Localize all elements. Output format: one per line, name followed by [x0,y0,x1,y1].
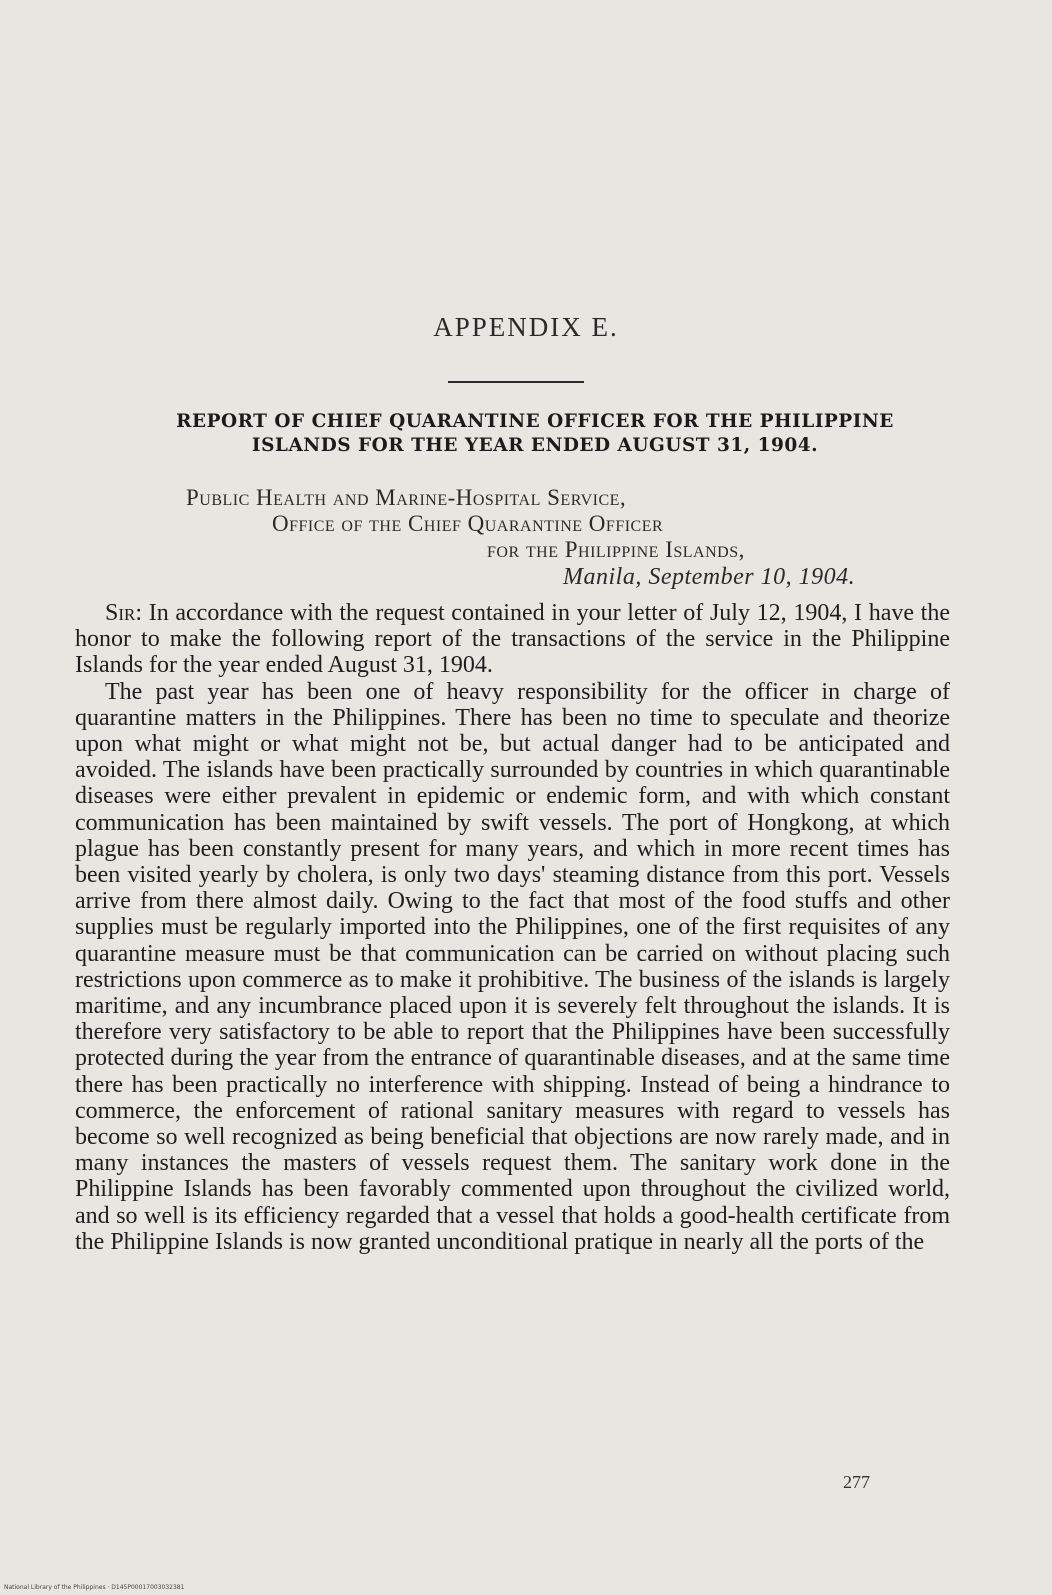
scan-footer: National Library of the Philippines · D145P00017003032381 [4,1584,185,1591]
salutation: Sir: [105,600,143,626]
letter-date: Manila, September 10, 1904. [563,564,856,590]
address-line2: Office of the Chief Quarantine Officer [272,511,664,536]
report-body [75,600,950,1255]
heading-rule [448,381,584,383]
address-line1: Public Health and Marine-Hospital Service, [186,485,627,510]
page-number: 277 [843,1472,870,1492]
report-title-line2: ISLANDS FOR THE YEAR ENDED AUGUST 31, 1904. [251,435,819,456]
paragraph-1 [75,600,950,679]
report-title-line1: REPORT OF CHIEF QUARANTINE OFFICER FOR THE PHILIPPINE [176,411,894,432]
address-line3: for the Philippine Islands, [487,537,745,562]
paragraph-1-text: In accordance with the request contained in your letter of July 12, 1904, I have the honor to make the following report of the transactions of the service in the Philippine Islands for the year ended August 31, 1904. [75,600,951,679]
paragraph-2: The past year has been one of heavy responsibility for the officer in charge of quarantine matters in the Philippines. There has been no time to speculate and theorize upon what might or what might not be, but actual danger had to be anticipated and avoided. The islands have been practically surrounded by countries in which quarantinable diseases were either prevalent in epidemic or endemic form, and with which constant communication has been maintained by swift vessels. The port of Hongkong, at which plague has been constantly present for many years, and which in more recent times has been visited yearly by cholera, is only two days' steaming distance from this port. Vessels arrive from there almost daily. Owing to the fact that most of the food stuffs and other supplies must be regularly imported into the Philippines, one of the first requisites of any quarantine measure must be that communication can be carried on without placing such restrictions upon commerce as to make it prohibitive. The business of the islands is largely maritime, and any incumbrance placed upon it is severely felt throughout the islands. It is therefore very satisfactory to be able to report that the Philippines have been successfully protected during the year from the entrance of quarantinable diseases, and at the same time there has been practically no interference with shipping. Instead of being a hindrance to commerce, the enforcement of rational sanitary measures with regard to vessels has become so well recognized as being beneficial that objections are now rarely made, and in many instances the masters of vessels request them. The sanitary work done in the Philippine Islands has been favorably commented upon throughout the civilized world, and so well is its efficiency regarded that a vessel that holds a good-health certificate from the Philippine Islands is now granted unconditional pratique in nearly all the ports of the [75,678,950,1255]
report-title [60,410,1010,458]
appendix-heading: APPENDIX E. [433,312,619,342]
